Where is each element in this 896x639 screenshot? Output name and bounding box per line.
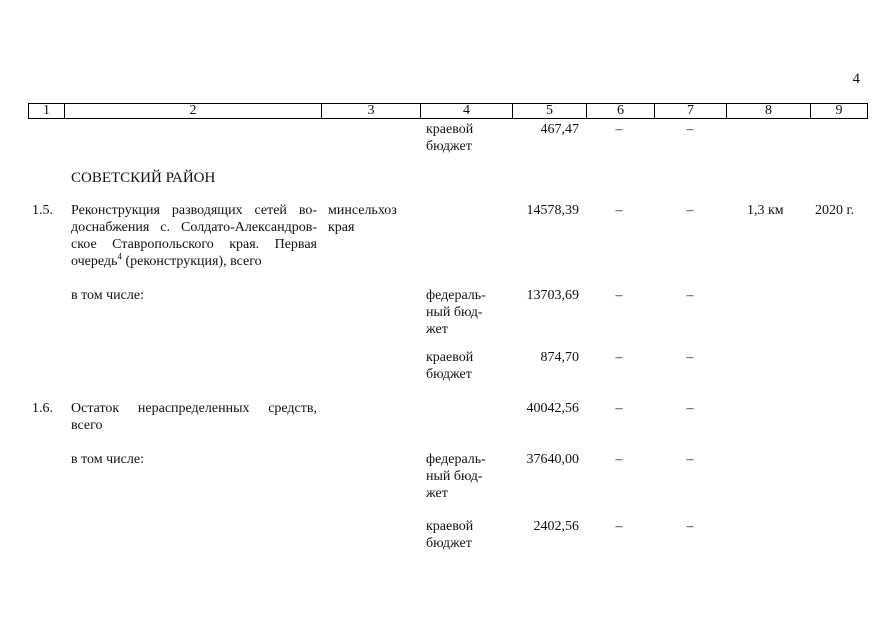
item-description: Остаток нераспределенных средств, всего	[71, 401, 317, 433]
page-number: 4	[852, 71, 860, 87]
funding-source: федераль- ный бюд- жет	[426, 452, 486, 501]
funding-source: краевой бюджет	[426, 519, 474, 551]
row-number: 1.5.	[32, 203, 53, 218]
year-cell: 2020 г.	[815, 203, 855, 218]
amount-cell: 14578,39	[526, 203, 579, 218]
funding-source: краевой бюджет	[426, 122, 474, 154]
header-col-1: 1	[29, 104, 65, 119]
row-number: 1.6.	[32, 401, 53, 416]
column-header-table	[28, 103, 868, 119]
col6-cell: –	[615, 122, 623, 137]
header-col-4: 4	[421, 104, 513, 119]
header-row	[29, 104, 868, 119]
col6-cell: –	[615, 519, 623, 534]
funding-source: федераль- ный бюд- жет	[426, 288, 486, 337]
col7-cell: –	[686, 350, 694, 365]
col6-cell: –	[615, 401, 623, 416]
col7-cell: –	[686, 452, 694, 467]
header-col-8: 8	[727, 104, 811, 119]
col7-cell: –	[686, 288, 694, 303]
district-heading: СОВЕТСКИЙ РАЙОН	[71, 170, 216, 186]
header-col-6: 6	[587, 104, 655, 119]
header-col-3: 3	[322, 104, 421, 119]
col6-cell: –	[615, 452, 623, 467]
funding-source: краевой бюджет	[426, 350, 474, 382]
amount-cell: 2402,56	[533, 519, 579, 534]
amount-cell: 874,70	[540, 350, 579, 365]
responsible-ministry: минсельхоз края	[328, 203, 397, 235]
col7-cell: –	[686, 519, 694, 534]
col7-cell: –	[686, 401, 694, 416]
amount-cell: 13703,69	[526, 288, 579, 303]
header-col-5: 5	[513, 104, 587, 119]
capacity-cell: 1,3 км	[747, 203, 784, 218]
col6-cell: –	[615, 203, 623, 218]
amount-cell: 467,47	[540, 122, 579, 137]
amount-cell: 40042,56	[526, 401, 579, 416]
amount-cell: 37640,00	[526, 452, 579, 467]
item-description: Реконструкция разводящих сетей во- доснабжения с. Солдато-Александров- ское Ставропольского края. Первая очередь$^4$ (реконструкция), всего	[71, 203, 317, 269]
col6-cell: –	[615, 350, 623, 365]
col7-cell: –	[686, 122, 694, 137]
including-label: в том числе:	[71, 288, 144, 303]
col6-cell: –	[615, 288, 623, 303]
header-col-2: 2	[65, 104, 322, 119]
including-label: в том числе:	[71, 452, 144, 467]
col7-cell: –	[686, 203, 694, 218]
header-col-7: 7	[655, 104, 727, 119]
header-col-9: 9	[811, 104, 868, 119]
